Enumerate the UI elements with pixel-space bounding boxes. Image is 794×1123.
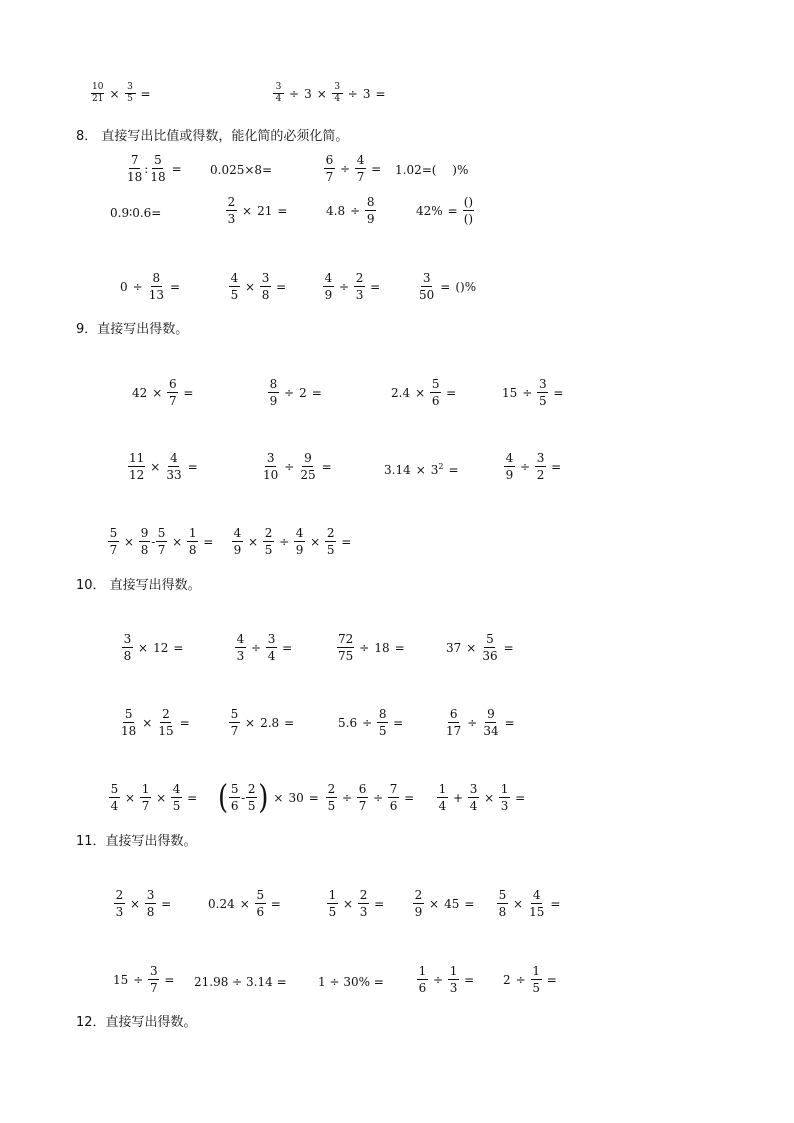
fraction: $\frac{4}{9}$ bbox=[295, 526, 304, 557]
q10-r1-c: $\frac{72}{75}$ ÷ 18 = bbox=[338, 632, 405, 663]
q8-r1-c: $\frac{6}{7}$ ÷ $\frac{4}{7}$ = bbox=[325, 153, 382, 184]
fraction: $\frac{2}{5}$ bbox=[264, 526, 273, 557]
question-9-heading: 9．直接写出得数。 bbox=[76, 322, 189, 337]
q8-r1-b: 0.025×8= bbox=[210, 163, 273, 177]
fraction: $\frac{2}{3}$ bbox=[227, 195, 236, 226]
q9-r1-a: 42 × $\frac{6}{7}$ = bbox=[132, 377, 194, 408]
q8-r2-c: 4.8 ÷ $\frac{8}{9}$ bbox=[326, 195, 375, 226]
fraction: $\frac{2}{15}$ bbox=[158, 707, 174, 738]
fraction: $\frac{1}{4}$ bbox=[438, 782, 447, 813]
fraction: $\frac{9}{8}$ bbox=[140, 526, 149, 557]
q11-r1-c: $\frac{1}{5}$ × $\frac{2}{3}$ = bbox=[328, 888, 385, 919]
power: $3^2$ bbox=[430, 462, 444, 477]
fraction: $\frac{4}{15}$ bbox=[529, 888, 545, 919]
q9-r1-c: 2.4 × $\frac{5}{6}$ = bbox=[391, 377, 457, 408]
fraction: $\frac{7}{18}$ bbox=[127, 153, 143, 184]
fraction: $\frac{3}{8}$ bbox=[123, 632, 132, 663]
q9-r2-d: $\frac{4}{9}$ ÷ $\frac{3}{2}$ = bbox=[505, 451, 562, 482]
q9-r2-a: $\frac{11}{12}$ × $\frac{4}{33}$ = bbox=[129, 451, 198, 482]
fraction: $\frac{5}{6}$ bbox=[256, 888, 265, 919]
fraction: $\frac{3}{4}$ bbox=[267, 632, 276, 663]
q10-r2-b: $\frac{5}{7}$ × 2.8 = bbox=[230, 707, 295, 738]
q11-r2-a: 15 ÷ $\frac{3}{7}$ = bbox=[113, 964, 175, 995]
fraction: $\frac{5}{7}$ bbox=[157, 526, 166, 557]
q11-r2-c: 1 ÷ 30% = bbox=[318, 975, 384, 989]
q10-r1-d: 37 × $\frac{5}{36}$ = bbox=[446, 632, 514, 663]
q11-r2-d: $\frac{1}{6}$ ÷ $\frac{1}{3}$ = bbox=[418, 964, 475, 995]
fraction: $\frac{2}{5}$ bbox=[326, 526, 335, 557]
q10-r3-c: $\frac{2}{5}$ ÷ $\frac{6}{7}$ ÷ $\frac{7}{6}$ = bbox=[327, 782, 415, 813]
fraction: $\frac{8}{13}$ bbox=[148, 271, 164, 302]
q8-r3-d: $\frac{3}{50}$ = ()% bbox=[419, 271, 477, 302]
q10-r1-b: $\frac{4}{3}$ ÷ $\frac{3}{4}$ = bbox=[236, 632, 293, 663]
fraction: $\frac{3}{8}$ bbox=[146, 888, 155, 919]
fraction: $\frac{8}{9}$ bbox=[366, 195, 375, 226]
question-12-heading: 12．直接写出得数。 bbox=[76, 1015, 197, 1030]
fraction: $\frac{1}{6}$ bbox=[418, 964, 427, 995]
fraction: $\frac{5}{6}$ bbox=[431, 377, 440, 408]
q10-r3-d: $\frac{1}{4}$ + $\frac{3}{4}$ × $\frac{1}{3}$ = bbox=[438, 782, 526, 813]
fraction: $\frac{4}{7}$ bbox=[356, 153, 365, 184]
question-10-heading: 10． 直接写出得数。 bbox=[76, 578, 201, 593]
q9-r1-d: 15 ÷ $\frac{3}{5}$ = bbox=[502, 377, 564, 408]
fraction: $\frac{4}{9}$ bbox=[324, 271, 333, 302]
expr-top-1: $\frac{10}{21}$ × $\frac{3}{5}$ = bbox=[92, 82, 151, 104]
fraction: $\frac{11}{12}$ bbox=[129, 451, 145, 482]
fraction: $\frac{3}{4}$ bbox=[332, 83, 343, 104]
fraction: $\frac{5}{18}$ bbox=[121, 707, 137, 738]
fraction: $\frac{3}{50}$ bbox=[419, 271, 435, 302]
q10-r2-d: $\frac{6}{17}$ ÷ $\frac{9}{34}$ = bbox=[446, 707, 515, 738]
q10-r1-a: $\frac{3}{8}$ × 12 = bbox=[123, 632, 184, 663]
q9-r1-b: $\frac{8}{9}$ ÷ 2 = bbox=[269, 377, 322, 408]
fraction: $\frac{4}{5}$ bbox=[230, 271, 239, 302]
q8-r2-a: 0.9∶0.6= bbox=[110, 206, 162, 220]
q8-r2-b: $\frac{2}{3}$ × 21 = bbox=[227, 195, 288, 226]
fraction: $\frac{2}{3}$ bbox=[115, 888, 124, 919]
q10-r2-a: $\frac{5}{18}$ × $\frac{2}{15}$ = bbox=[121, 707, 190, 738]
q10-r3-b: ( $\frac{5}{6}$ - $\frac{2}{5}$ ) × 30 = bbox=[218, 778, 319, 817]
q9-r3-a: $\frac{5}{7}$ × $\frac{9}{8}$ - $\frac{5}{7}$ × $\frac{1}{8}$ = bbox=[109, 526, 214, 557]
q8-r2-d: 42% = $\frac{()}{()}$ bbox=[416, 195, 474, 226]
fraction: $\frac{3}{4}$ bbox=[469, 782, 478, 813]
fraction: $\frac{4}{3}$ bbox=[236, 632, 245, 663]
fraction: $\frac{6}{7}$ bbox=[169, 377, 177, 408]
fraction: $\frac{3}{10}$ bbox=[263, 451, 279, 482]
fraction: $\frac{9}{34}$ bbox=[483, 707, 499, 738]
q8-r1-a: $\frac{7}{18}$ : $\frac{5}{18}$ = bbox=[127, 153, 182, 184]
q10-r3-a: $\frac{5}{4}$ × $\frac{1}{7}$ × $\frac{4}{5}$ = bbox=[110, 782, 198, 813]
fraction: $\frac{7}{6}$ bbox=[389, 782, 398, 813]
fraction: $\frac{5}{4}$ bbox=[110, 782, 119, 813]
fraction: $\frac{3}{2}$ bbox=[536, 451, 545, 482]
fraction: $\frac{1}{3}$ bbox=[500, 782, 509, 813]
fraction: $\frac{5}{36}$ bbox=[482, 632, 498, 663]
fraction: $\frac{3}{8}$ bbox=[261, 271, 270, 302]
fraction: $\frac{9}{25}$ bbox=[300, 451, 316, 482]
fraction: $\frac{2}{3}$ bbox=[355, 271, 364, 302]
q11-r1-e: $\frac{5}{8}$ × $\frac{4}{15}$ = bbox=[498, 888, 561, 919]
fraction: $\frac{2}{5}$ bbox=[247, 782, 256, 813]
fraction: $\frac{1}{5}$ bbox=[532, 964, 541, 995]
fraction: $\frac{2}{3}$ bbox=[359, 888, 368, 919]
fraction: $\frac{()}{()}$ bbox=[463, 195, 474, 226]
q11-r1-d: $\frac{2}{9}$ × 45 = bbox=[414, 888, 475, 919]
fraction: $\frac{6}{17}$ bbox=[446, 707, 462, 738]
fraction: $\frac{6}{7}$ bbox=[325, 153, 334, 184]
expr-top-2: $\frac{3}{4}$ ÷ 3 × $\frac{3}{4}$ ÷ 3 = bbox=[273, 83, 386, 104]
question-11-heading: 11．直接写出得数。 bbox=[76, 834, 197, 849]
fraction: $\frac{4}{9}$ bbox=[233, 526, 242, 557]
fraction: $\frac{3}{7}$ bbox=[150, 964, 158, 995]
fraction: $\frac{10}{21}$ bbox=[92, 82, 104, 104]
fraction: $\frac{1}{3}$ bbox=[449, 964, 458, 995]
q8-r1-d: 1.02=( )% bbox=[395, 163, 469, 177]
fraction: $\frac{5}{6}$ bbox=[230, 782, 239, 813]
fraction: $\frac{5}{7}$ bbox=[109, 526, 118, 557]
fraction: $\frac{72}{75}$ bbox=[338, 632, 354, 663]
question-8-heading: 8． 直接写出比值或得数，能化简的必须化简。 bbox=[76, 129, 349, 144]
fraction: $\frac{5}{18}$ bbox=[150, 153, 166, 184]
q11-r1-b: 0.24 × $\frac{5}{6}$ = bbox=[208, 888, 281, 919]
fraction: $\frac{8}{9}$ bbox=[269, 377, 278, 408]
fraction: $\frac{4}{9}$ bbox=[505, 451, 514, 482]
fraction: $\frac{1}{7}$ bbox=[141, 782, 150, 813]
fraction: $\frac{6}{7}$ bbox=[358, 782, 367, 813]
q9-r3-b: $\frac{4}{9}$ × $\frac{2}{5}$ ÷ $\frac{4}{9}$ × $\frac{2}{5}$ = bbox=[233, 526, 352, 557]
fraction: $\frac{1}{5}$ bbox=[328, 888, 337, 919]
q11-r2-e: 2 ÷ $\frac{1}{5}$ = bbox=[503, 964, 557, 995]
fraction: $\frac{2}{9}$ bbox=[414, 888, 423, 919]
fraction: $\frac{1}{8}$ bbox=[188, 526, 197, 557]
fraction: $\frac{3}{5}$ bbox=[125, 83, 136, 104]
q8-r3-b: $\frac{4}{5}$ × $\frac{3}{8}$ = bbox=[230, 271, 287, 302]
q8-r3-a: 0 ÷ $\frac{8}{13}$ = bbox=[120, 271, 181, 302]
fraction: $\frac{4}{5}$ bbox=[172, 782, 181, 813]
q11-r1-a: $\frac{2}{3}$ × $\frac{3}{8}$ = bbox=[115, 888, 172, 919]
q8-r3-c: $\frac{4}{9}$ ÷ $\frac{2}{3}$ = bbox=[324, 271, 381, 302]
fraction: $\frac{3}{4}$ bbox=[273, 83, 284, 104]
q9-r2-c: 3.14 × $3^2$ = bbox=[384, 462, 459, 477]
fraction: $\frac{5}{7}$ bbox=[230, 707, 239, 738]
q9-r2-b: $\frac{3}{10}$ ÷ $\frac{9}{25}$ = bbox=[263, 451, 332, 482]
q11-r2-b: 21.98 ÷ 3.14 = bbox=[194, 975, 287, 989]
fraction: $\frac{4}{33}$ bbox=[166, 451, 182, 482]
fraction: $\frac{5}{8}$ bbox=[498, 888, 507, 919]
fraction: $\frac{8}{5}$ bbox=[378, 707, 387, 738]
fraction: $\frac{3}{5}$ bbox=[539, 377, 547, 408]
fraction: $\frac{2}{5}$ bbox=[327, 782, 336, 813]
q10-r2-c: 5.6 ÷ $\frac{8}{5}$ = bbox=[338, 707, 404, 738]
